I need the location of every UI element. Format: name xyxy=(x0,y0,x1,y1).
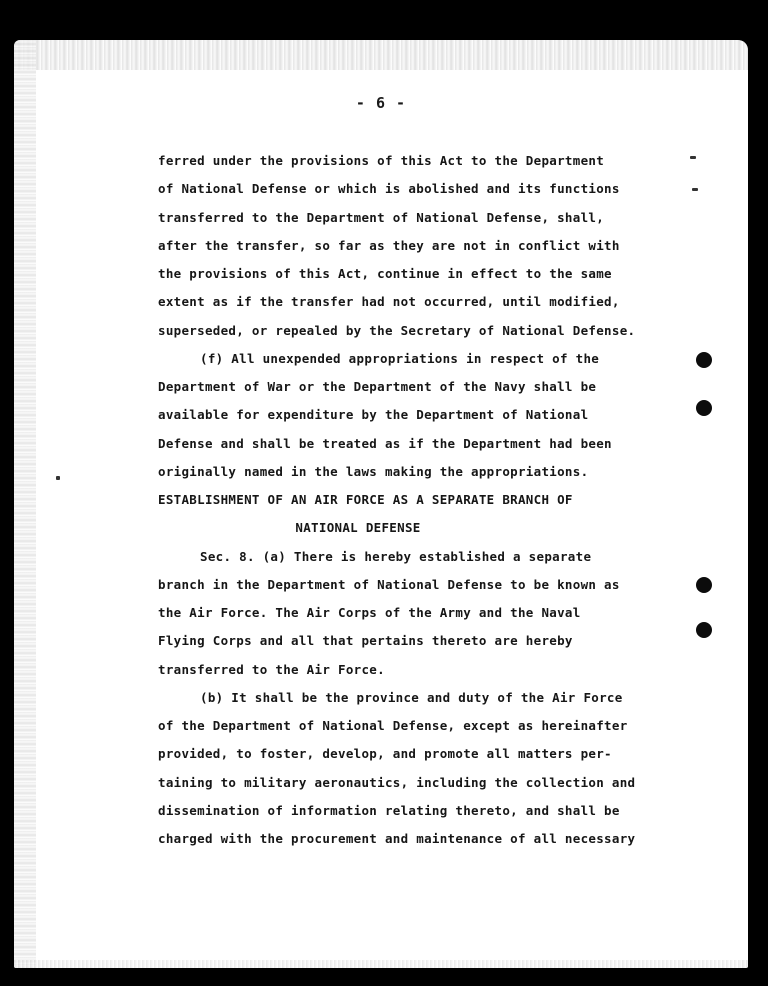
text-line: originally named in the laws making the appropriations. xyxy=(158,464,589,479)
margin-mark xyxy=(56,476,60,480)
paper-edge-bottom xyxy=(14,960,748,968)
margin-mark xyxy=(692,188,698,191)
text-line: taining to military aeronautics, including the collection and xyxy=(158,775,636,790)
text-line: charged with the procurement and maintenance of all necessary xyxy=(158,831,636,846)
text-line: available for expenditure by the Department of National xyxy=(158,407,589,422)
section-heading-line-1: ESTABLISHMENT OF AN AIR FORCE AS A SEPARATE BRANCH OF xyxy=(158,492,573,507)
text-line: transferred to the Department of National Defense, shall, xyxy=(158,210,605,225)
text-line: branch in the Department of National Defense to be known as xyxy=(158,577,620,592)
text-line: Department of War or the Department of the Navy shall be xyxy=(158,379,597,394)
document-page xyxy=(14,40,748,968)
paragraph-start-line: (b) It shall be the province and duty of the Air Force xyxy=(200,690,623,705)
text-line: dissemination of information relating thereto, and shall be xyxy=(158,803,620,818)
punch-hole xyxy=(696,577,712,593)
text-line: transferred to the Air Force. xyxy=(158,662,385,677)
paragraph-start-line: (f) All unexpended appropriations in respect of the xyxy=(200,351,600,366)
text-line: the provisions of this Act, continue in effect to the same xyxy=(158,266,612,281)
margin-mark xyxy=(690,156,696,159)
text-line: of National Defense or which is abolished and its functions xyxy=(158,181,620,196)
paragraph-start-line: Sec. 8. (a) There is hereby established a separate xyxy=(200,549,592,564)
punch-hole xyxy=(696,622,712,638)
paper-edge-left xyxy=(14,40,36,968)
text-line: superseded, or repealed by the Secretary of National Defense. xyxy=(158,323,636,338)
text-line: Defense and shall be treated as if the Department had been xyxy=(158,436,612,451)
section-heading-line-2: NATIONAL DEFENSE xyxy=(295,520,421,535)
page-number: - 6 - xyxy=(355,94,407,112)
text-line: Flying Corps and all that pertains thereto are hereby xyxy=(158,633,573,648)
punch-hole xyxy=(696,400,712,416)
text-line: ferred under the provisions of this Act to the Department xyxy=(158,153,605,168)
text-line: extent as if the transfer had not occurred, until modified, xyxy=(158,294,620,309)
text-line: after the transfer, so far as they are not in conflict with xyxy=(158,238,620,253)
paper-edge-top xyxy=(14,40,748,70)
text-line: of the Department of National Defense, except as hereinafter xyxy=(158,718,628,733)
punch-hole xyxy=(696,352,712,368)
text-line: provided, to foster, develop, and promote all matters per- xyxy=(158,746,612,761)
text-line: the Air Force. The Air Corps of the Army and the Naval xyxy=(158,605,581,620)
